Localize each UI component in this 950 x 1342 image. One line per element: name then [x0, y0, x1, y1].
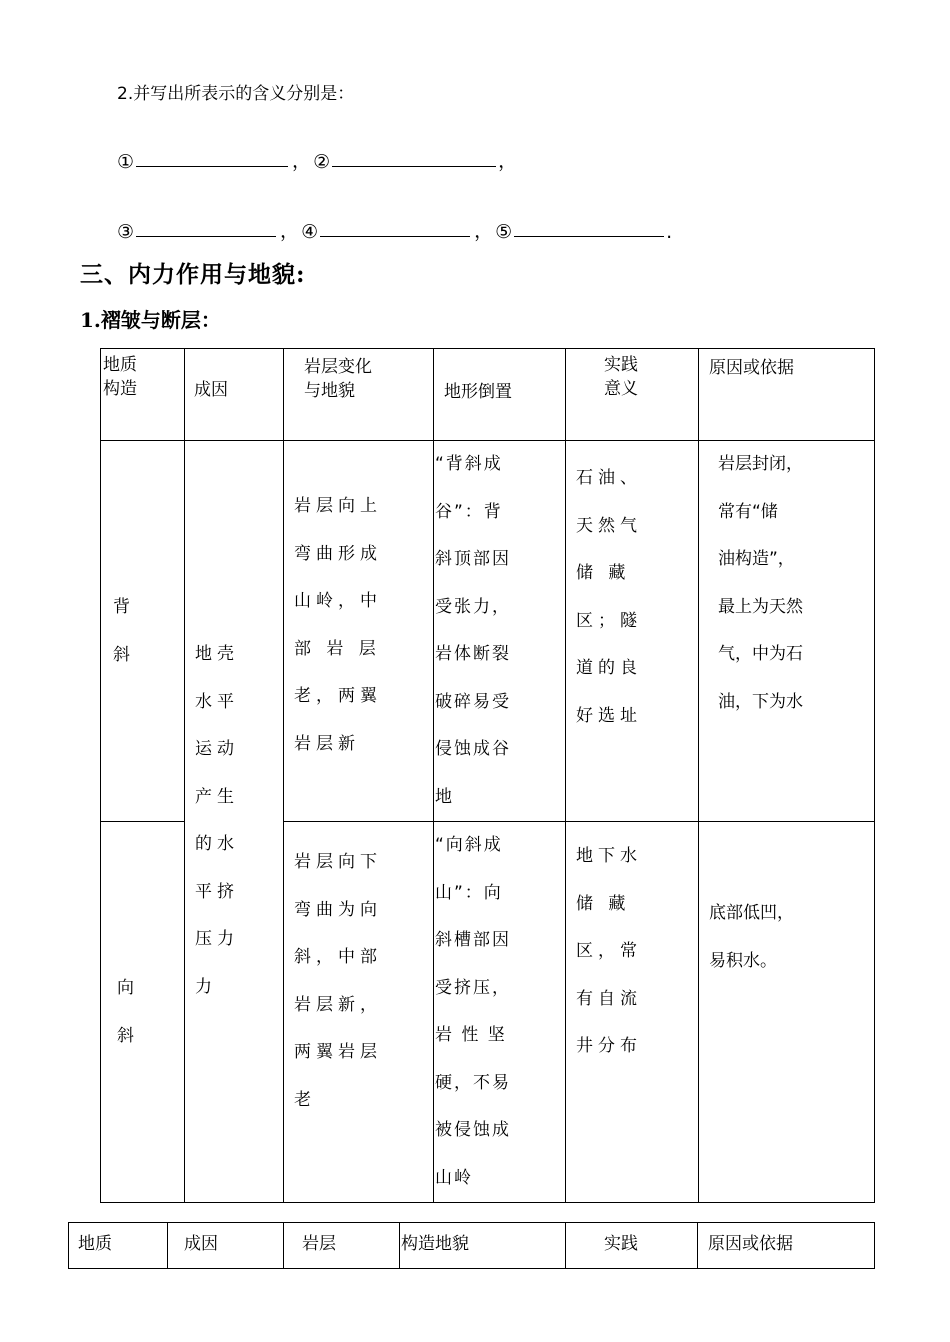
separator: ，: [280, 220, 300, 242]
syncline-name-cell: [101, 822, 185, 1203]
answer-blank-2[interactable]: [332, 165, 496, 167]
header-cell: [699, 349, 875, 441]
period: .: [666, 221, 673, 243]
syncline-inversion: “向斜成 山”：向 斜槽部因 受挤压， 岩 性 坚 硬，不易 被侵蚀成 山岭: [435, 835, 511, 1188]
syncline-practice-cell: [566, 822, 699, 1203]
blank-row-2: [117, 216, 672, 243]
syncline-practice: 地下水 储 藏 区，常 有自流 井分布: [576, 846, 642, 1056]
header-cell: [284, 349, 434, 441]
header-label: 地质: [78, 1234, 112, 1254]
anticline-practice: 石油、 天然气 储 藏 区；隧 道的良 好选址: [576, 468, 642, 726]
table-header-row: [69, 1223, 875, 1269]
header-cell: [566, 349, 699, 441]
syncline-inversion-cell: [434, 822, 566, 1203]
syncline-change: 岩层向下 弯曲为向 斜，中部 岩层新， 两翼岩层 老: [294, 852, 382, 1110]
section-title: 三、内力作用与地貌:: [80, 261, 306, 288]
answer-blank-1[interactable]: [136, 165, 288, 167]
anticline-reason-cell: [699, 441, 875, 822]
header-cell: [284, 1223, 400, 1269]
syncline-reason: 底部低凹， 易积水。: [709, 903, 794, 971]
marker-3: ③: [117, 221, 135, 243]
question-prompt: 2.并写出所表示的含义分别是：: [117, 84, 355, 104]
header-label: 岩层变化 与地貌: [304, 357, 372, 401]
header-cell: [168, 1223, 284, 1269]
header-cell: [566, 1223, 698, 1269]
anticline-change: 岩层向上 弯曲形成 山岭，中 部 岩 层 老，两翼 岩层新: [294, 496, 382, 754]
header-cell: [400, 1223, 566, 1269]
marker-5: ⑤: [495, 221, 513, 243]
anticline-practice-cell: [566, 441, 699, 822]
marker-1: ①: [117, 151, 135, 173]
cause-cell: [185, 441, 284, 1203]
anticline-inversion: “背斜成 谷”：背 斜顶部因 受张力， 岩体断裂 破碎易受 侵蚀成谷 地: [435, 454, 511, 807]
cause-text: 地壳 水平 运动 产生 的水 平挤 压力 力: [195, 644, 239, 997]
answer-blank-5[interactable]: [514, 235, 664, 237]
header-cell: [101, 349, 185, 441]
separator: ，: [292, 150, 312, 172]
fold-table: [100, 348, 875, 1203]
anticline-reason: 岩层封闭， 常有“储 油构造”， 最上为天然 气，中为石 油，下为水: [718, 454, 803, 712]
header-cell: [698, 1223, 875, 1269]
separator: ，: [498, 150, 518, 172]
syncline-reason-cell: [699, 822, 875, 1203]
marker-2: ②: [313, 151, 331, 173]
subsection-title: 1.褶皱与断层：: [80, 308, 221, 332]
fault-table: [68, 1222, 875, 1269]
blank-row-1: [117, 146, 517, 173]
syncline-change-cell: [284, 822, 434, 1203]
header-label: 成因: [184, 1234, 218, 1254]
table-row-anticline: [101, 441, 875, 822]
header-label: 构造地貌: [401, 1234, 469, 1254]
header-label: 原因或依据: [708, 1234, 793, 1254]
header-label: 实践: [604, 1234, 638, 1254]
marker-4: ④: [301, 221, 319, 243]
table-header-row: [101, 349, 875, 441]
header-cell: [69, 1223, 168, 1269]
answer-blank-4[interactable]: [320, 235, 470, 237]
header-cell: [185, 349, 284, 441]
answer-blank-3[interactable]: [136, 235, 276, 237]
header-label: 成因: [194, 380, 228, 400]
anticline-change-cell: [284, 441, 434, 822]
header-label: 实践 意义: [604, 355, 638, 399]
syncline-name: 向 斜: [117, 978, 134, 1046]
header-label: 地质 构造: [103, 355, 137, 399]
header-label: 原因或依据: [709, 358, 794, 378]
anticline-name: 背 斜: [113, 597, 130, 665]
header-label: 岩层: [302, 1234, 336, 1254]
header-cell: [434, 349, 566, 441]
anticline-name-cell: [101, 441, 185, 822]
separator: ，: [474, 220, 494, 242]
header-label: 地形倒置: [444, 382, 512, 402]
anticline-inversion-cell: [434, 441, 566, 822]
